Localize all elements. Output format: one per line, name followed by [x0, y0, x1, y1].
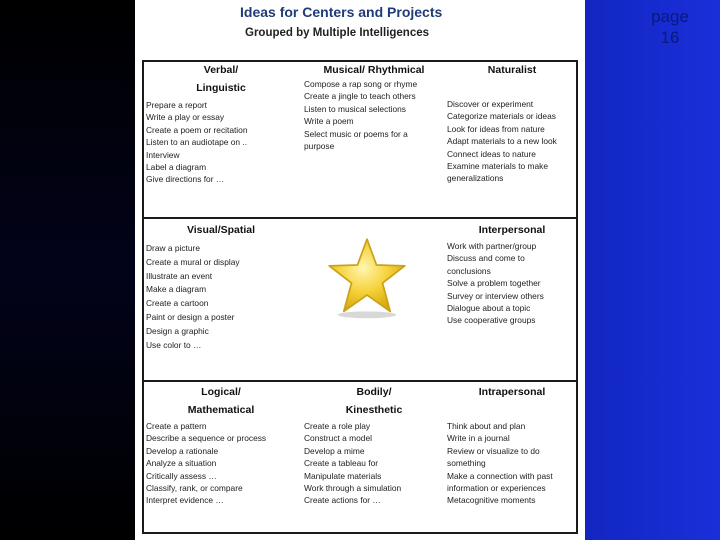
- list-item: Create actions for …: [304, 495, 381, 506]
- list-item: Metacognitive moments: [447, 495, 536, 506]
- list-item: Classify, rank, or compare: [146, 483, 243, 494]
- list-item: Examine materials to make: [447, 161, 549, 172]
- list-item: purpose: [304, 141, 335, 152]
- item-list: [146, 420, 296, 507]
- list-item: Develop a rationale: [146, 445, 219, 456]
- list-item: Interpret evidence …: [146, 495, 224, 506]
- header-line: Mathematical: [187, 404, 255, 416]
- page-number-label: [630, 6, 710, 48]
- page-label-line-1: page: [651, 7, 689, 26]
- list-item: Create a mural or display: [146, 256, 240, 267]
- list-item: Analyze a situation: [146, 458, 217, 469]
- list-item: Draw a picture: [146, 243, 200, 253]
- intelligences-grid: [142, 60, 578, 534]
- list-item: Use color to …: [146, 339, 202, 350]
- item-list: [146, 242, 296, 352]
- cell-interpersonal: [447, 222, 577, 327]
- page-label-line-2: 16: [660, 28, 680, 47]
- list-item: Select music or poems for a: [304, 128, 408, 139]
- list-item: Give directions for …: [146, 174, 225, 185]
- list-item: Describe a sequence or process: [146, 433, 267, 444]
- cell-intrapersonal: [447, 384, 577, 507]
- list-item: information or experiences: [447, 483, 546, 494]
- list-item: Adapt materials to a new look: [447, 136, 557, 147]
- list-item: Create a tableau for: [304, 458, 379, 469]
- list-item: generalizations: [447, 173, 504, 184]
- cell-header: [146, 62, 296, 96]
- list-item: Write a play or essay: [146, 112, 225, 123]
- list-item: something: [447, 458, 486, 469]
- item-list: [146, 99, 296, 186]
- list-item: Discuss and come to: [447, 253, 525, 264]
- grid-divider: [144, 217, 576, 219]
- list-item: Survey or interview others: [447, 290, 544, 301]
- list-item: Critically assess …: [146, 470, 217, 481]
- grid-divider: [144, 380, 576, 382]
- cell-musical-rhythmical: [304, 62, 444, 152]
- cell-header: Interpersonal: [478, 224, 546, 236]
- list-item: Make a diagram: [146, 284, 207, 295]
- cell-verbal-linguistic: [146, 62, 296, 186]
- list-item: Manipulate materials: [304, 470, 382, 481]
- document-title: Ideas for Centers and Projects: [240, 4, 443, 20]
- list-item: Work with partner/group: [447, 241, 537, 251]
- list-item: Create a poem or recitation: [146, 124, 248, 135]
- header-line: Logical/: [201, 386, 241, 398]
- list-item: Listen to an audiotape on ..: [146, 137, 248, 148]
- list-item: Work through a simulation: [304, 483, 402, 494]
- list-item: Write a poem: [304, 116, 354, 127]
- cell-visual-spatial: [146, 222, 296, 352]
- cell-header: [304, 384, 444, 418]
- list-item: Connect ideas to nature: [447, 148, 536, 159]
- header-line: Kinesthetic: [345, 404, 403, 416]
- list-item: Review or visualize to do: [447, 445, 540, 456]
- list-item: Compose a rap song or rhyme: [304, 79, 418, 89]
- document-subtitle: Grouped by Multiple Intelligences: [245, 27, 430, 39]
- item-list: [304, 78, 444, 152]
- list-item: Create a role play: [304, 421, 371, 431]
- list-item: Create a cartoon: [146, 298, 209, 309]
- list-item: Construct a model: [304, 433, 372, 444]
- list-item: Label a diagram: [146, 162, 207, 173]
- cell-logical-mathematical: [146, 384, 296, 507]
- cell-header: Musical/ Rhythmical: [323, 64, 425, 76]
- document-page: [135, 0, 585, 540]
- cell-naturalist: [447, 62, 577, 185]
- list-item: conclusions: [447, 265, 491, 276]
- star-icon: [324, 234, 410, 320]
- list-item: Prepare a report: [146, 100, 207, 110]
- item-list: [304, 420, 444, 507]
- item-list: [447, 420, 577, 507]
- list-item: Solve a problem together: [447, 278, 541, 289]
- header-line: Verbal/: [203, 64, 239, 76]
- header-line: Bodily/: [356, 386, 392, 398]
- slide-left-panel: [0, 0, 135, 540]
- header-line: Linguistic: [196, 82, 246, 94]
- list-item: Create a pattern: [146, 421, 207, 431]
- list-item: Interview: [146, 149, 180, 160]
- cell-header: Naturalist: [487, 64, 537, 76]
- list-item: Think about and plan: [447, 421, 526, 431]
- list-item: Dialogue about a topic: [447, 303, 531, 314]
- list-item: Listen to musical selections: [304, 103, 406, 114]
- list-item: Design a graphic: [146, 325, 209, 336]
- list-item: Use cooperative groups: [447, 315, 536, 326]
- list-item: Make a connection with past: [447, 470, 553, 481]
- star-icon: [324, 234, 410, 320]
- item-list: [447, 240, 577, 327]
- list-item: Develop a mime: [304, 445, 365, 456]
- item-list: [447, 98, 577, 185]
- cell-bodily-kinesthetic: [304, 384, 444, 507]
- cell-header: Intrapersonal: [478, 386, 546, 398]
- cell-header: [146, 384, 296, 418]
- list-item: Look for ideas from nature: [447, 123, 545, 134]
- list-item: Write in a journal: [447, 433, 510, 444]
- list-item: Categorize materials or ideas: [447, 111, 556, 122]
- list-item: Paint or design a poster: [146, 311, 235, 322]
- cell-header: Visual/Spatial: [186, 224, 256, 236]
- list-item: Discover or experiment: [447, 99, 534, 109]
- list-item: Create a jingle to teach others: [304, 91, 416, 102]
- list-item: Illustrate an event: [146, 270, 213, 281]
